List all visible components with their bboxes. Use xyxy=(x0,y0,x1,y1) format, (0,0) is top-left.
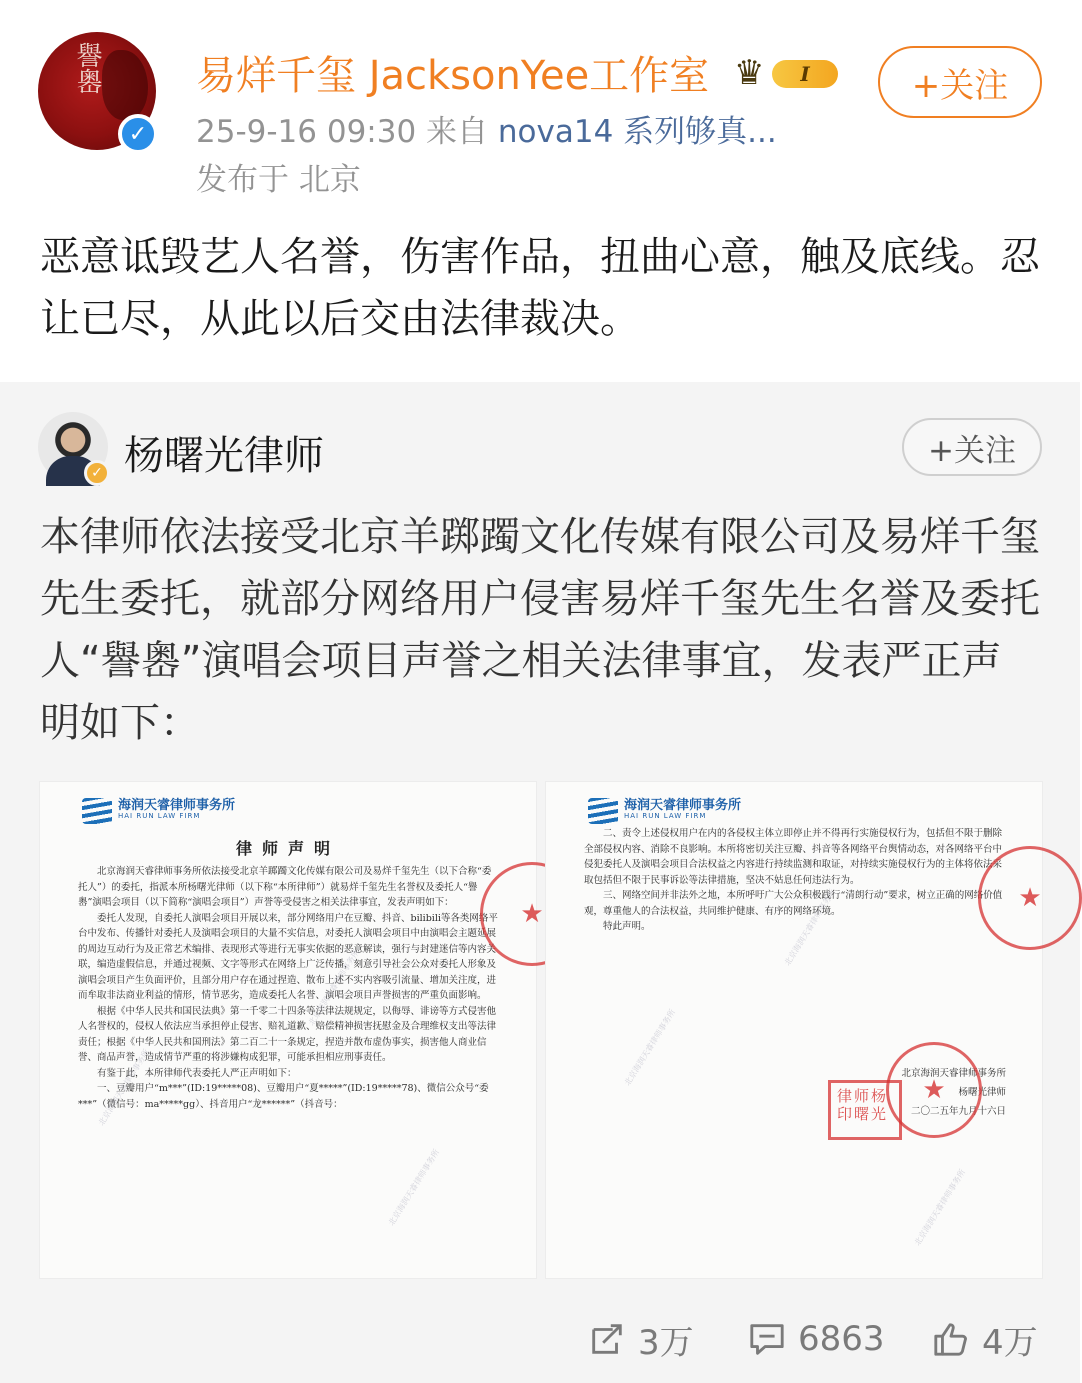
repost-card[interactable] xyxy=(0,382,1080,1383)
follow-button[interactable]: +关注 xyxy=(878,46,1042,118)
firm-name-en: HAI RUN LAW FIRM xyxy=(624,812,707,820)
firm-name-cn: 海润天睿律师事务所 xyxy=(118,798,236,813)
statement-paragraph: 一、豆瓣用户“m***”(ID:19*****08)、豆瓣用户“夏*****”(ID:19*****78)、微信公众号“委***”（微信号：ma*****gg）、抖音用户“龙******”（抖音号： xyxy=(78,1083,489,1110)
firm-logo-icon xyxy=(588,798,618,824)
repost-button[interactable] xyxy=(588,1314,694,1364)
repost-text: 本律师依法接受北京羊踯躅文化传媒有限公司及易烊千玺先生委托，就部分网络用户侵害易烊千玺先生名誉及委托人“譽嶴”演唱会项目声誉之相关法律事宜，发表严正声明如下： xyxy=(40,514,1040,746)
author-name[interactable]: 易烊千玺 JacksonYee工作室 xyxy=(196,53,710,99)
sign-lawyer: 杨曙光律师 xyxy=(958,1087,1006,1098)
comment-count: 6863 xyxy=(798,1319,885,1359)
sign-firm: 北京海润天睿律师事务所 xyxy=(901,1068,1006,1079)
seal-star-icon: ★ xyxy=(520,899,544,929)
firm-logo xyxy=(588,794,768,828)
statement-image-page-2[interactable] xyxy=(546,782,1042,1278)
firm-name-cn: 海润天睿律师事务所 xyxy=(624,798,742,813)
statement-paragraph: 根据《中华人民共和国民法典》第一千零二十四条等法律法规规定，以侮辱、诽谤等方式侵害他人名誉权的，侵权人依法应当承担停止侵害、赔礼道歉、赔偿精神损害抚慰金及合理维权支出等法律责任；根据《中华人民共和国刑法》第二百二十一条规定，捏造并散布虚伪事实，损害他人商业信誉、商品声誉，造成情节严重的将涉嫌构成犯罪，可能承担相应刑事责任。 xyxy=(78,1005,497,1063)
comment-button[interactable] xyxy=(748,1314,885,1364)
like-button[interactable] xyxy=(932,1314,1038,1364)
watermark: 北京海润天睿律师事务所 xyxy=(622,1007,678,1088)
member-crown-badge[interactable] xyxy=(734,52,842,94)
thumbs-up-icon xyxy=(932,1320,970,1358)
repost-icon xyxy=(588,1320,626,1358)
firm-logo-icon xyxy=(82,798,112,824)
firm-name-en: HAI RUN LAW FIRM xyxy=(118,812,201,820)
comment-icon xyxy=(748,1320,786,1358)
watermark: 北京海润天睿律师事务所 xyxy=(96,1047,152,1128)
statement-body-1 xyxy=(78,864,498,1112)
post-meta xyxy=(196,106,777,151)
seal-star-icon: ★ xyxy=(1018,883,1042,913)
statement-image-page-1[interactable] xyxy=(40,782,544,1278)
watermark: 北京海润天睿律师事务所 xyxy=(386,1147,442,1228)
statement-body-2 xyxy=(584,826,1004,935)
post-timestamp: 25-9-16 09:30 xyxy=(196,114,417,150)
watermark: 北京海润天睿律师事务所 xyxy=(782,887,838,968)
sign-date: 二〇二五年九月十六日 xyxy=(910,1106,1006,1117)
source-prefix: 来自 xyxy=(426,114,489,150)
statement-paragraph: 特此声明。 xyxy=(603,921,651,932)
post-header xyxy=(0,0,1080,210)
statement-paragraph: 有鉴于此，本所律师代表委托人严正声明如下： xyxy=(97,1067,297,1079)
lawyer-square-seal: 律师杨 印曙光 xyxy=(828,1080,902,1140)
statement-title: 律师声明 xyxy=(235,839,340,858)
source-device-link[interactable]: nova14 系列够真... xyxy=(497,114,777,150)
action-bar xyxy=(0,1304,1080,1374)
lawyer-name[interactable]: 杨曙光律师 xyxy=(124,433,324,479)
statement-paragraph: 北京海润天睿律师事务所依法接受北京羊踯躅文化传媒有限公司及易烊千玺先生（以下合称“委托人”）的委托，指派本所杨曙光律师（以下称“本所律师”）就易烊千玺先生名誉权及委托人“譽嶴”演唱会项目（以下简称“演唱会项目”）声誉等受侵害之相关法律事宜，发表声明如下： xyxy=(78,866,492,908)
post-text: 恶意诋毁艺人名誉，伤害作品，扭曲心意，触及底线。忍让已尽，从此以后交由法律裁决。 xyxy=(40,234,1040,342)
repost-count: 3万 xyxy=(638,1322,694,1363)
firm-seal xyxy=(978,846,1082,950)
statement-paragraph: 二、责令上述侵权用户在内的各侵权主体立即停止并不得再行实施侵权行为，包括但不限于删除全部侵权内容、消除不良影响。本所将密切关注豆瓣、抖音等各网络平台舆情动态，对各网络平台中侵犯委托人及演唱会项目合法权益之内容进行持续监测和取证，对持续实施侵权行为的主体将依法采取包括但不限于民事诉讼等法律措施，坚决不姑息任何违法行为。 xyxy=(584,828,1003,886)
watermark: 北京海润天睿律师事务所 xyxy=(306,947,362,1028)
firm-logo xyxy=(82,794,262,828)
statement-paragraph: 委托人发现，自委托人演唱会项目开展以来，部分网络用户在豆瓣、抖音、bilibili等各类网络平台中发布、传播针对委托人及演唱会项目的大量不实信息，对委托人演唱会项目中由演唱会主题延展的周边互动行为及正常艺术编排、表现形式等进行无事实依据的恶意解读，强行与封建迷信等内容关联，编造虚假信息，并通过视频、文字等形式在网络上广泛传播，刻意引导社会公众对委托人形象及演唱会项目产生负面评价，且部分用户存在通过捏造、散布上述不实内容吸引流量、增加关注度，进而牟取非法商业利益的情形，情节恶劣，造成委托人名誉、演唱会项目声誉损害的严重负面影响。 xyxy=(78,912,498,1001)
follow-lawyer-button[interactable]: +关注 xyxy=(902,418,1042,476)
crown-icon: ♛ xyxy=(734,53,765,93)
verified-gold-icon: ✓ xyxy=(84,460,110,486)
statement-paragraph: 三、网络空间并非法外之地，本所呼吁广大公众积极践行“清朗行动”要求，树立正确的网络价值观，尊重他人的合法权益，共同维护健康、有序的网络环境。 xyxy=(584,890,1003,917)
watermark: 北京海润天睿律师事务所 xyxy=(912,1167,968,1248)
verified-icon: ✓ xyxy=(118,114,158,154)
post-location: 发布于 北京 xyxy=(196,162,361,198)
avatar-splash xyxy=(102,50,148,120)
member-level: I xyxy=(772,60,838,88)
like-count: 4万 xyxy=(982,1322,1038,1363)
seal-star-icon: ★ xyxy=(922,1075,946,1105)
avatar-calligraphy: 譽嶴 xyxy=(72,42,102,94)
